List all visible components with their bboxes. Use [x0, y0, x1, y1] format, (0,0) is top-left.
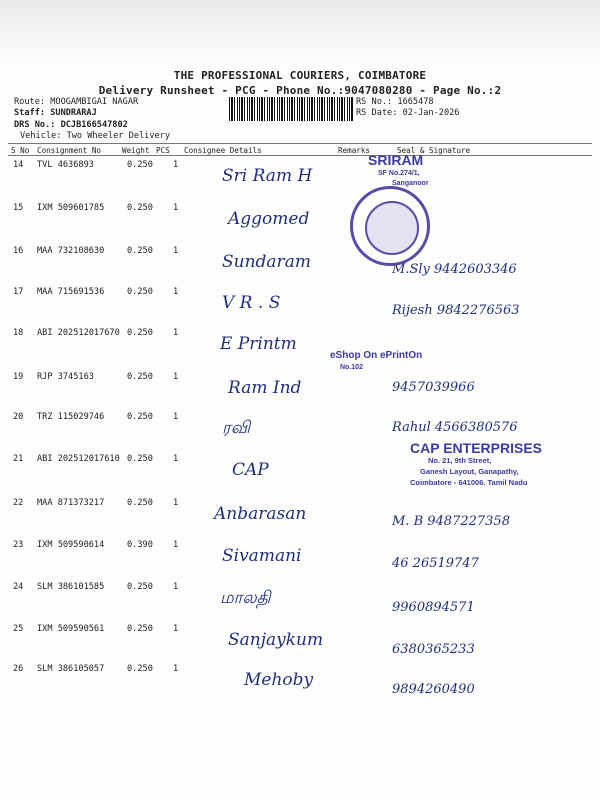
- row-pcs: 1: [173, 540, 179, 550]
- row-pcs: 1: [173, 412, 179, 422]
- row-consignment-no: IXM 509590614: [37, 540, 105, 550]
- row-weight: 0.250: [127, 412, 153, 422]
- header-rule: [8, 143, 592, 144]
- row-weight: 0.250: [127, 582, 153, 592]
- recipient-signature: 9894260490: [392, 682, 475, 697]
- row-weight: 0.250: [127, 203, 153, 213]
- table-row: [0, 326, 600, 376]
- header-rule-bottom: [8, 155, 592, 156]
- col-seal: Seal & Signature: [397, 146, 471, 155]
- sriram-stamp-name: SRIRAM: [368, 152, 424, 168]
- recipient-signature: Rijesh 9842276563: [392, 303, 520, 318]
- row-weight: 0.250: [127, 498, 153, 508]
- row-pcs: 1: [173, 624, 179, 634]
- row-sno: 18: [13, 328, 24, 338]
- recipient-signature: 6380365233: [392, 642, 475, 657]
- cap-stamp-line2: Ganesh Layout, Ganapathy,: [420, 467, 519, 476]
- row-sno: 14: [13, 160, 24, 170]
- recipient-signature: M. B 9487227358: [392, 514, 510, 529]
- table-row: [0, 662, 600, 712]
- col-remarks: Remarks: [338, 146, 371, 155]
- row-consignment-no: TRZ 115029746: [37, 412, 105, 422]
- recipient-signature: 9960894571: [392, 600, 475, 615]
- row-sno: 25: [13, 624, 24, 634]
- row-sno: 20: [13, 412, 24, 422]
- eprinton-stamp-no: No.102: [340, 364, 363, 371]
- row-weight: 0.250: [127, 372, 153, 382]
- eprinton-stamp: eShop On ePrintOn: [330, 350, 423, 361]
- row-weight: 0.250: [127, 246, 153, 256]
- table-row: [0, 452, 600, 502]
- row-consignment-no: SLM 386101585: [37, 582, 105, 592]
- recipient-signature: M.Sly 9442603346: [392, 262, 517, 277]
- row-pcs: 1: [173, 203, 179, 213]
- scan-shadow: [0, 0, 600, 62]
- sriram-stamp-line1: SF No.274/1,: [378, 170, 420, 177]
- recipient-signature: 9457039966: [392, 380, 475, 395]
- row-consignment-no: TVL 4636893: [37, 160, 94, 170]
- consignee-handwriting: Anbarasan: [214, 504, 307, 524]
- row-sno: 19: [13, 372, 24, 382]
- cap-stamp-line1: No. 21, 9th Street,: [428, 456, 492, 465]
- row-consignment-no: ABI 202512017670: [37, 328, 120, 338]
- row-weight: 0.250: [127, 454, 153, 464]
- row-pcs: 1: [173, 454, 179, 464]
- row-sno: 21: [13, 454, 24, 464]
- row-weight: 0.250: [127, 160, 153, 170]
- row-weight: 0.250: [127, 624, 153, 634]
- row-pcs: 1: [173, 582, 179, 592]
- row-sno: 16: [13, 246, 24, 256]
- cap-stamp-line3: Coimbatore - 641006. Tamil Nadu: [410, 478, 528, 487]
- row-consignment-no: ABI 202512017610: [37, 454, 120, 464]
- consignee-handwriting: Aggomed: [228, 209, 310, 229]
- row-pcs: 1: [173, 160, 179, 170]
- col-sno: S No: [11, 146, 30, 155]
- consignee-handwriting: E Printm: [220, 334, 297, 354]
- row-pcs: 1: [173, 498, 179, 508]
- sriram-stamp-line2: Sanganoor: [392, 180, 429, 187]
- col-consignment: Consignment No: [37, 146, 102, 155]
- consignee-handwriting: Sri Ram H: [222, 166, 313, 186]
- row-consignment-no: RJP 3745163: [37, 372, 94, 382]
- consignee-handwriting: Sivamani: [222, 546, 302, 566]
- row-weight: 0.250: [127, 287, 153, 297]
- drs-label: DRS No.: DCJB166547802: [14, 120, 128, 130]
- row-consignment-no: SLM 386105057: [37, 664, 105, 674]
- row-sno: 23: [13, 540, 24, 550]
- consignee-handwriting: Sanjaykum: [228, 630, 324, 650]
- round-seal: [350, 186, 430, 266]
- consignee-handwriting: CAP: [232, 460, 269, 480]
- row-consignment-no: MAA 715691536: [37, 287, 105, 297]
- consignee-handwriting: V R . S: [222, 293, 281, 313]
- row-pcs: 1: [173, 372, 179, 382]
- runsheet-subtitle: Delivery Runsheet - PCG - Phone No.:9047080280 - Page No.:2: [98, 84, 502, 97]
- company-title: THE PROFESSIONAL COURIERS, COIMBATORE: [173, 69, 427, 82]
- row-consignment-no: MAA 732108630: [37, 246, 105, 256]
- row-sno: 22: [13, 498, 24, 508]
- consignee-handwriting: Ram Ind: [228, 378, 302, 398]
- row-pcs: 1: [173, 328, 179, 338]
- row-sno: 17: [13, 287, 24, 297]
- row-pcs: 1: [173, 664, 179, 674]
- col-consignee: Consignee Details: [184, 146, 262, 155]
- rs-date: RS Date: 02-Jan-2026: [356, 108, 460, 118]
- row-sno: 24: [13, 582, 24, 592]
- row-consignment-no: IXM 509601785: [37, 203, 105, 213]
- col-weight: Weight: [122, 146, 150, 155]
- consignee-handwriting: மாலதி: [220, 588, 271, 608]
- consignee-handwriting: ரவி: [222, 418, 251, 438]
- row-sno: 15: [13, 203, 24, 213]
- row-weight: 0.250: [127, 664, 153, 674]
- consignee-handwriting: Sundaram: [222, 252, 311, 272]
- route-label: Route: MOOGAMBIGAI NAGAR: [14, 97, 139, 107]
- row-consignment-no: MAA 871373217: [37, 498, 105, 508]
- row-pcs: 1: [173, 287, 179, 297]
- rs-number: RS No.: 1665478: [356, 97, 434, 107]
- recipient-signature: 46 26519747: [392, 556, 479, 571]
- row-consignment-no: IXM 509590561: [37, 624, 105, 634]
- row-sno: 26: [13, 664, 24, 674]
- recipient-signature: Rahul 4566380576: [392, 420, 518, 435]
- staff-label: Staff: SUNDRARAJ: [14, 108, 97, 118]
- barcode: [229, 97, 353, 121]
- row-pcs: 1: [173, 246, 179, 256]
- row-weight: 0.250: [127, 328, 153, 338]
- cap-stamp-name: CAP ENTERPRISES: [410, 440, 542, 456]
- row-weight: 0.390: [127, 540, 153, 550]
- consignee-handwriting: Mehoby: [244, 670, 314, 690]
- col-pcs: PCS: [156, 146, 170, 155]
- vehicle-label: Vehicle: Two Wheeler Delivery: [20, 131, 171, 141]
